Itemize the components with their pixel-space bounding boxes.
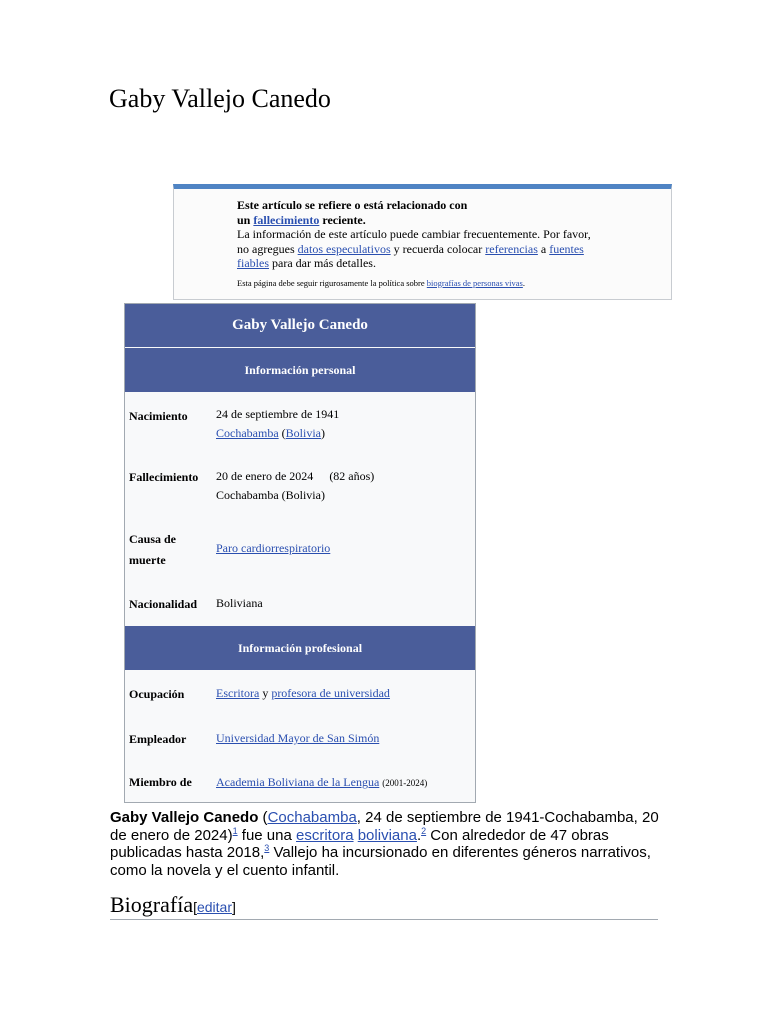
datos-especulativos-link[interactable]: datos especulativos: [297, 241, 391, 256]
causa-label: [129, 529, 211, 571]
fallecimiento-value: [216, 467, 471, 505]
nacionalidad-label: Nacionalidad: [129, 597, 198, 611]
nacionalidad-value: Boliviana: [216, 596, 263, 610]
notice-line-3: La información de este artículo puede cambiar frecuentemente. Por favor,: [237, 227, 591, 241]
nacimiento-label: Nacimiento: [129, 409, 188, 423]
ocupacion-conj: y: [259, 686, 272, 700]
infobox-title: Gaby Vallejo Canedo: [125, 304, 475, 347]
fallecimiento-age: (82 años): [329, 469, 375, 483]
nacimiento-country-link[interactable]: Bolivia: [285, 426, 321, 440]
ref-2-link[interactable]: 2: [421, 825, 427, 836]
ref-1-link[interactable]: 1: [232, 825, 238, 836]
edit-link[interactable]: editar: [196, 899, 233, 915]
miembro-years: (2001-2024): [382, 778, 428, 788]
section-personal-header: Información personal: [125, 348, 475, 392]
escritora-lead-link[interactable]: escritora: [296, 826, 354, 844]
section-profesional-header: Información profesional: [125, 626, 475, 670]
notice-small-pre: Esta página debe seguir rigurosamente la política sobre: [237, 277, 427, 288]
biografia-heading-text: Biografía: [110, 892, 194, 917]
causa-value-link[interactable]: Paro cardiorrespiratorio: [216, 541, 331, 555]
recent-death-notice: [173, 184, 672, 300]
notice-line-5-post: para dar más detalles.: [269, 256, 376, 270]
empleador-label: Empleador: [129, 732, 187, 746]
notice-line-4-a: a: [537, 241, 550, 256]
edit-bracket-open: [: [193, 899, 197, 915]
nacimiento-date: 24 de septiembre de 1941: [216, 407, 340, 421]
notice-line-2-post: reciente.: [319, 212, 366, 227]
empleador-link[interactable]: Universidad Mayor de San Simón: [216, 731, 380, 745]
causa-label-1: Causa de: [129, 532, 177, 546]
miembro-label: Miembro de: [129, 775, 192, 789]
profesora-link[interactable]: profesora de universidad: [271, 686, 390, 700]
fiables-link[interactable]: fiables: [237, 256, 269, 270]
ref-3-link[interactable]: 3: [264, 843, 270, 853]
cochabamba-link[interactable]: Cochabamba: [267, 809, 357, 826]
nacimiento-value: 24 de septiembre de 1941 Cochabamba (Bolivia): [216, 405, 471, 443]
infobox: [124, 303, 476, 803]
lead-text-1: (: [258, 809, 268, 826]
section-heading-biografia: [110, 892, 658, 920]
nacimiento-city-link[interactable]: Cochabamba: [216, 426, 279, 440]
edit-bracket-close: ]: [232, 899, 236, 915]
lead-name: Gaby Vallejo Canedo: [110, 809, 259, 826]
referencias-link[interactable]: referencias: [485, 241, 538, 256]
lead-text-3: fue una: [237, 826, 297, 844]
notice-line-4-mid: y recuerda colocar: [390, 241, 486, 256]
ocupacion-label: Ocupación: [129, 687, 185, 701]
lead-paragraph: [110, 809, 665, 879]
page-title: Gaby Vallejo Canedo: [109, 84, 331, 113]
escritora-link[interactable]: Escritora: [216, 686, 260, 700]
biografias-vivas-link[interactable]: biografías de personas vivas: [426, 277, 523, 288]
academia-link[interactable]: Academia Boliviana de la Lengua: [216, 775, 380, 789]
edit-section: [193, 899, 236, 915]
notice-text: [237, 198, 667, 289]
lead-text-5: .: [416, 826, 422, 844]
fallecimiento-label: Fallecimiento: [129, 470, 199, 484]
lead-text-7: Vallejo ha incursionado en diferentes géneros narrativos, como la novela y el cuento infantil.: [110, 844, 651, 879]
fallecimiento-date: 20 de enero de 2024: [216, 469, 314, 483]
lead-text-2: , 24 de septiembre de 1941-Cochabamba, 20 de enero de 2024): [110, 809, 659, 844]
lead-text-6: Con alrededor de 47 obras publicadas hasta 2018,: [110, 826, 609, 861]
notice-small-post: .: [522, 277, 525, 288]
notice-line-4-pre: no agregues: [237, 241, 298, 256]
notice-line-1: Este artículo se refiere o está relacionado con: [237, 198, 468, 212]
fuentes-link[interactable]: fuentes: [549, 241, 584, 256]
fallecimiento-place: Cochabamba (Bolivia): [216, 488, 325, 502]
boliviana-link[interactable]: boliviana: [357, 826, 417, 844]
causa-label-2: muerte: [129, 553, 166, 567]
fallecimiento-link[interactable]: fallecimiento: [253, 212, 320, 227]
notice-line-2-pre: un: [237, 212, 254, 227]
